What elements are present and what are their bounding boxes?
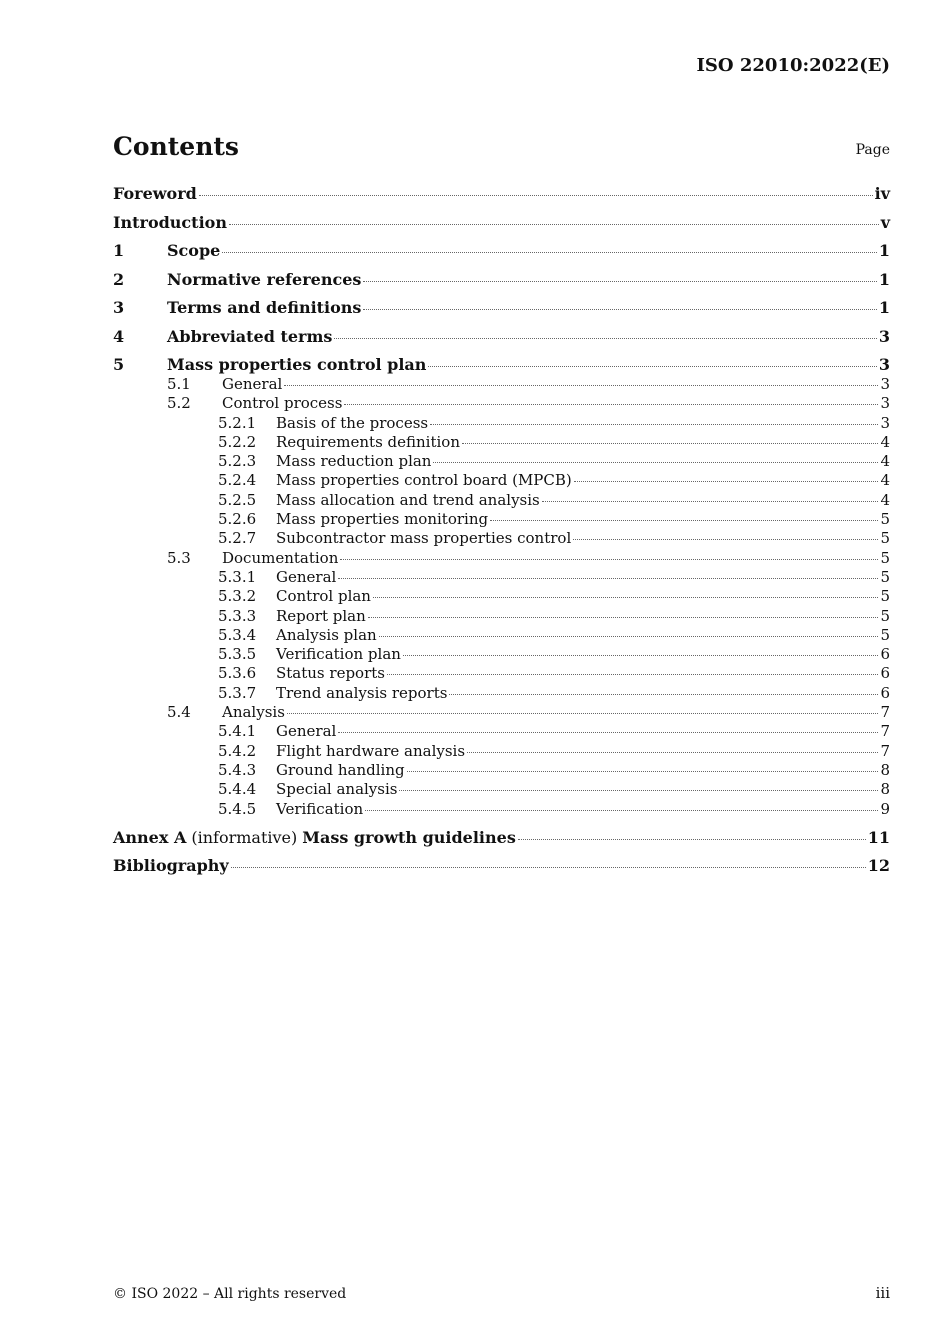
toc-title: General — [222, 375, 283, 393]
leader-dots — [462, 443, 878, 444]
leader-dots — [365, 810, 878, 811]
leader-dots — [373, 597, 878, 598]
toc-annex-type: (informative) — [191, 827, 298, 847]
toc-title: Normative references — [167, 269, 362, 289]
toc-entry-5-3[interactable] — [113, 549, 890, 568]
toc-title: Mass growth guidelines — [302, 827, 516, 847]
toc-page: 12 — [867, 856, 890, 876]
toc-entry-2[interactable] — [113, 270, 890, 299]
toc-page: 4 — [880, 452, 890, 471]
toc-title: Ground handling — [276, 760, 405, 779]
toc-title: Report plan — [276, 606, 366, 625]
toc-entry-5-3-6[interactable] — [113, 664, 890, 683]
page-title: Contents — [113, 132, 240, 161]
toc-title: General — [276, 567, 337, 586]
toc-entry-foreword[interactable] — [113, 184, 890, 213]
leader-dots — [368, 617, 879, 618]
toc-page: 7 — [880, 722, 890, 741]
toc-title: Verification plan — [276, 645, 401, 664]
toc-entry-5-3-4[interactable] — [113, 626, 890, 645]
toc-page: 3 — [880, 375, 890, 393]
toc-page: 6 — [880, 683, 890, 702]
toc-entry-introduction[interactable] — [113, 213, 890, 242]
toc-entry-5-2-5[interactable] — [113, 491, 890, 510]
toc-entry-5-2-3[interactable] — [113, 452, 890, 471]
toc-page: v — [880, 212, 890, 232]
toc-entry-bibliography[interactable] — [113, 856, 890, 885]
toc-entry-3[interactable] — [113, 298, 890, 327]
toc-page: 11 — [867, 827, 890, 847]
toc-page: 5 — [880, 606, 890, 625]
toc-page: 6 — [880, 645, 890, 664]
toc-title: General — [276, 722, 337, 741]
toc-entry-5-2-7[interactable] — [113, 529, 890, 548]
toc-title: Bibliography — [113, 856, 229, 876]
leader-dots — [542, 501, 879, 502]
copyright-notice: © ISO 2022 – All rights reserved — [113, 1286, 347, 1302]
toc-title: Mass allocation and trend analysis — [276, 490, 540, 509]
leader-dots — [338, 578, 878, 579]
toc-page: 5 — [880, 548, 890, 567]
leader-dots — [284, 385, 878, 386]
toc-title: Introduction — [113, 212, 227, 232]
document-id: ISO 22010:2022(E) — [696, 55, 890, 76]
toc-page: 1 — [878, 241, 890, 260]
toc-number: 5.3.1 — [218, 567, 257, 586]
toc-number: 5.2 — [167, 394, 191, 413]
toc-number: 5.4.3 — [218, 760, 257, 779]
toc-entry-5-3-7[interactable] — [113, 684, 890, 703]
toc-number: 5.3 — [167, 548, 191, 567]
leader-dots — [229, 224, 879, 225]
toc-title: Analysis — [222, 703, 285, 722]
toc-title: Mass properties control plan — [167, 355, 427, 374]
leader-dots — [344, 404, 878, 405]
toc-page: 4 — [880, 471, 890, 490]
toc-entry-5-4-3[interactable] — [113, 761, 890, 780]
toc-entry-5-2-1[interactable] — [113, 414, 890, 433]
toc-number: 5.1 — [167, 375, 191, 393]
toc-number: 3 — [113, 298, 125, 317]
toc-page: 5 — [880, 567, 890, 586]
toc-title: Subcontractor mass properties control — [276, 529, 572, 548]
leader-dots — [574, 481, 879, 482]
toc-entry-5-4-2[interactable] — [113, 742, 890, 761]
toc-title: Flight hardware analysis — [276, 741, 466, 760]
toc-title: Scope — [167, 241, 221, 260]
toc-page: 8 — [880, 760, 890, 779]
toc-page: 3 — [880, 413, 890, 432]
toc-title: Control process — [222, 394, 343, 413]
leader-dots — [231, 867, 866, 868]
toc-number: 5.4 — [167, 703, 191, 722]
toc-entry-annex-a[interactable] — [113, 828, 890, 857]
toc-title: Special analysis — [276, 780, 398, 799]
toc-page: 3 — [878, 355, 890, 374]
leader-dots — [340, 559, 878, 560]
toc-number: 5.2.4 — [218, 471, 257, 490]
leader-dots — [222, 252, 877, 253]
table-of-contents — [113, 184, 890, 885]
toc-title: Abbreviated terms — [167, 326, 333, 346]
toc-title: Basis of the process — [276, 413, 429, 432]
toc-number: 1 — [113, 241, 125, 260]
toc-page: 3 — [878, 326, 890, 346]
toc-number: 5.4.2 — [218, 741, 257, 760]
toc-entry-5[interactable] — [113, 355, 890, 375]
toc-page: 3 — [880, 394, 890, 413]
toc-annex-label: Annex A — [113, 827, 187, 847]
leader-dots — [363, 309, 876, 310]
leader-dots — [428, 366, 876, 367]
leader-dots — [199, 195, 873, 196]
toc-number: 5.3.5 — [218, 645, 257, 664]
toc-page: 5 — [880, 625, 890, 644]
leader-dots — [387, 674, 878, 675]
leader-dots — [287, 713, 879, 714]
toc-title: Verification — [276, 799, 364, 818]
toc-number: 5.3.3 — [218, 606, 257, 625]
toc-entry-5-1[interactable] — [113, 375, 890, 394]
toc-entry-5-4-4[interactable] — [113, 780, 890, 799]
toc-number: 5.3.4 — [218, 625, 257, 644]
toc-number: 5.3.2 — [218, 587, 257, 606]
toc-page: 9 — [880, 799, 890, 818]
toc-title: Status reports — [276, 664, 385, 683]
leader-dots — [407, 771, 879, 772]
toc-page: 1 — [878, 269, 890, 289]
toc-title: Analysis plan — [276, 625, 377, 644]
toc-page: 8 — [880, 780, 890, 799]
toc-number: 5.2.3 — [218, 452, 257, 471]
leader-dots — [338, 732, 878, 733]
page-column-label: Page — [855, 142, 890, 158]
toc-entry-5-4[interactable] — [113, 703, 890, 722]
toc-entry-4[interactable] — [113, 327, 890, 356]
toc-entry-5-2-4[interactable] — [113, 471, 890, 490]
toc-number: 5.2.2 — [218, 432, 257, 451]
toc-entry-5-3-2[interactable] — [113, 587, 890, 606]
leader-dots — [334, 338, 876, 339]
toc-entry-5-4-1[interactable] — [113, 722, 890, 741]
leader-dots — [518, 839, 866, 840]
toc-number: 5.2.5 — [218, 490, 257, 509]
leader-dots — [467, 752, 878, 753]
toc-entry-5-2-6[interactable] — [113, 510, 890, 529]
toc-number: 4 — [113, 326, 125, 346]
toc-title: Documentation — [222, 548, 339, 567]
leader-dots — [379, 636, 879, 637]
toc-page: 5 — [880, 587, 890, 606]
toc-entry-5-3-5[interactable] — [113, 645, 890, 664]
toc-number: 5.2.7 — [218, 529, 257, 548]
toc-title: Foreword — [113, 184, 197, 203]
toc-title: Terms and definitions — [167, 298, 362, 317]
toc-page: 7 — [880, 741, 890, 760]
toc-number: 5.2.6 — [218, 510, 257, 529]
leader-dots — [433, 462, 878, 463]
toc-page: iv — [874, 184, 890, 203]
toc-title: Trend analysis reports — [276, 683, 448, 702]
leader-dots — [573, 539, 878, 540]
toc-title: Requirements definition — [276, 432, 460, 451]
leader-dots — [449, 694, 878, 695]
toc-entry-5-4-5[interactable] — [113, 800, 890, 828]
toc-title: Mass reduction plan — [276, 452, 432, 471]
toc-page: 5 — [880, 510, 890, 529]
toc-number: 5.2.1 — [218, 413, 257, 432]
toc-page: 7 — [880, 703, 890, 722]
toc-page: 5 — [880, 529, 890, 548]
leader-dots — [363, 281, 876, 282]
toc-title: Mass properties control board (MPCB) — [276, 471, 572, 490]
leader-dots — [490, 520, 878, 521]
leader-dots — [399, 790, 878, 791]
toc-number: 5.3.7 — [218, 683, 257, 702]
toc-entry-5-2-2[interactable] — [113, 433, 890, 452]
toc-entry-1[interactable] — [113, 241, 890, 270]
toc-title: Mass properties monitoring — [276, 510, 489, 529]
toc-entry-5-3-3[interactable] — [113, 607, 890, 626]
toc-entry-5-3-1[interactable] — [113, 568, 890, 587]
page-number: iii — [875, 1284, 890, 1302]
toc-page: 6 — [880, 664, 890, 683]
toc-number: 5.4.5 — [218, 799, 257, 818]
leader-dots — [430, 424, 878, 425]
toc-page: 4 — [880, 490, 890, 509]
toc-number: 5 — [113, 355, 125, 374]
toc-number: 5.4.1 — [218, 722, 257, 741]
toc-number: 5.3.6 — [218, 664, 257, 683]
toc-title: Control plan — [276, 587, 371, 606]
toc-page: 1 — [878, 298, 890, 317]
leader-dots — [403, 655, 879, 656]
toc-number: 5.4.4 — [218, 780, 257, 799]
toc-entry-5-2[interactable] — [113, 394, 890, 413]
toc-number: 2 — [113, 269, 125, 289]
toc-page: 4 — [880, 432, 890, 451]
